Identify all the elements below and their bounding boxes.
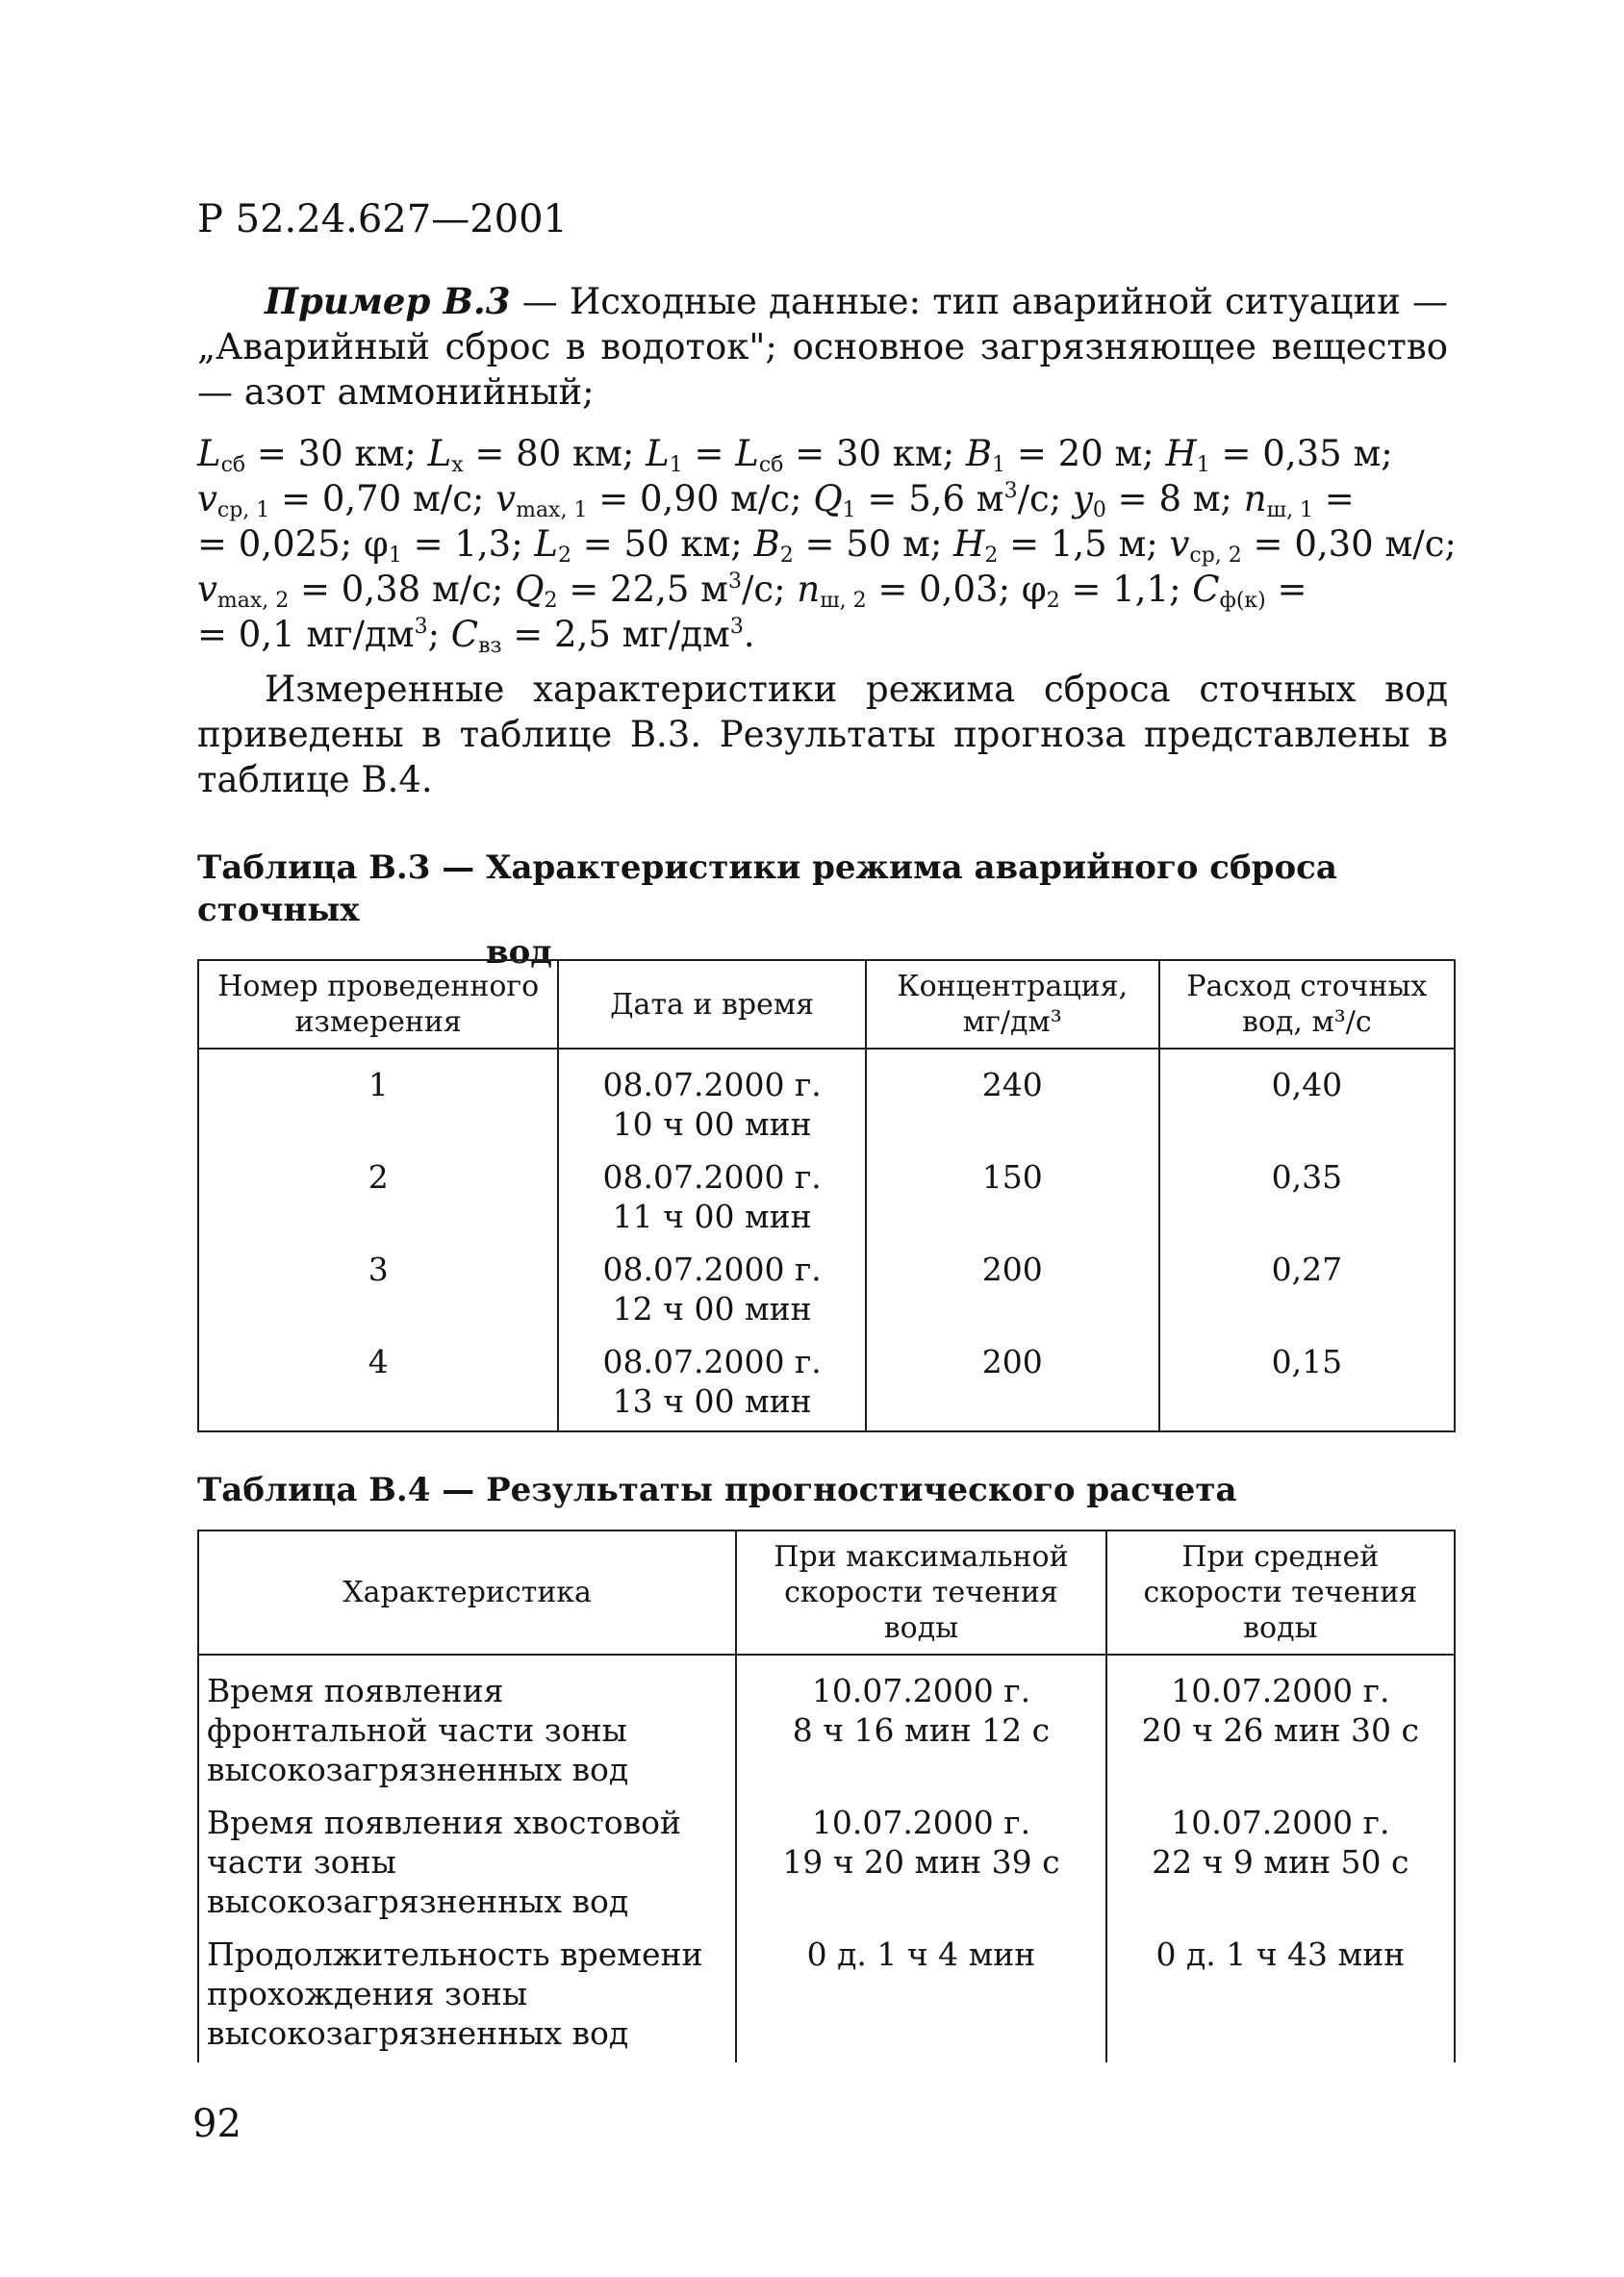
formula-text: /с; bbox=[741, 569, 798, 610]
formula-variable: C bbox=[1192, 569, 1220, 610]
table-row bbox=[198, 1338, 1455, 1431]
formula-text: = 2,5 мг/дм bbox=[501, 614, 730, 655]
average-velocity-cell bbox=[1106, 1931, 1455, 2062]
average-velocity-cell bbox=[1106, 1799, 1455, 1931]
formula-text: ; bbox=[427, 614, 451, 655]
formula-subscript: 1 bbox=[1196, 453, 1210, 477]
measurement-number-cell: 2 bbox=[198, 1153, 558, 1246]
formula-text: = 1,3; bbox=[401, 523, 535, 565]
formula-variable: L bbox=[197, 433, 221, 474]
table-b4-caption: Таблица В.4 — Результаты прогностического расчета bbox=[197, 1471, 1237, 1509]
formula-subscript: 2 bbox=[558, 544, 571, 568]
formula-text: = 0,70 м/с; bbox=[269, 478, 496, 519]
concentration-cell: 240 bbox=[866, 1049, 1159, 1153]
formula-variable: y bbox=[1073, 478, 1093, 519]
formula-subscript: max, 2 bbox=[216, 589, 290, 613]
table-b4 bbox=[197, 1530, 1456, 2062]
formula-text: = 20 м; bbox=[1005, 433, 1166, 474]
formula-subscript: x bbox=[451, 453, 464, 477]
formula-subscript: вз bbox=[478, 634, 502, 658]
formula-subscript: ср, 2 bbox=[1189, 544, 1242, 568]
time-line: 11 ч 00 мин bbox=[612, 1198, 812, 1235]
formula-subscript: 2 bbox=[779, 544, 794, 568]
duration-line: 0 д. 1 ч 43 мин bbox=[1155, 1935, 1406, 1973]
formula-subscript: 2 bbox=[984, 544, 999, 568]
formula-variable: L bbox=[646, 433, 670, 474]
formula-text: = 0,1 мг/дм bbox=[197, 614, 415, 655]
formula-variable: H bbox=[953, 523, 985, 565]
table-row bbox=[198, 1799, 1455, 1931]
concentration-cell: 150 bbox=[866, 1153, 1159, 1246]
table-row bbox=[198, 1049, 1455, 1153]
formula-variable: Q bbox=[813, 478, 843, 519]
formula-variable: H bbox=[1165, 433, 1197, 474]
formula-text: = 1,5 м; bbox=[998, 523, 1170, 565]
formula-subscript: ф(к) bbox=[1219, 589, 1266, 613]
average-velocity-cell bbox=[1106, 1655, 1455, 1799]
measurement-number-cell: 3 bbox=[198, 1246, 558, 1338]
formula-text: = 0,025; φ bbox=[197, 523, 389, 565]
column-header-measurement-number: Номер проведенного измерения bbox=[198, 960, 558, 1049]
date-line: 08.07.2000 г. bbox=[602, 1251, 822, 1288]
formula-variable: v bbox=[495, 478, 517, 519]
formula-text: = 0,38 м/с; bbox=[289, 569, 516, 610]
formula-superscript: 3 bbox=[1003, 479, 1018, 503]
example-label: Пример В.3 bbox=[265, 280, 511, 322]
measurement-number-cell: 4 bbox=[198, 1338, 558, 1431]
table-row bbox=[198, 1655, 1455, 1799]
formula-subscript: 2 bbox=[544, 589, 558, 613]
date-time-cell bbox=[558, 1049, 866, 1153]
formula-text: = 0,35 м; bbox=[1209, 433, 1393, 474]
time-line: 19 ч 20 мин 39 с bbox=[782, 1843, 1060, 1881]
example-paragraph bbox=[197, 279, 1448, 415]
column-header-max-velocity: При максимальной скорости течения воды bbox=[736, 1531, 1105, 1655]
formula-line bbox=[197, 567, 1458, 612]
formula-variable: B bbox=[965, 433, 993, 474]
formula-text: = 8 м; bbox=[1105, 478, 1244, 519]
formula-variable: Q bbox=[515, 569, 545, 610]
date-line: 10.07.2000 г. bbox=[1171, 1804, 1390, 1841]
formula-line bbox=[197, 431, 1458, 476]
time-line: 12 ч 00 мин bbox=[612, 1290, 812, 1328]
formula-variable: L bbox=[735, 433, 759, 474]
formula-text: . bbox=[743, 614, 755, 655]
formula-superscript: 3 bbox=[414, 615, 428, 639]
formula-variable: v bbox=[197, 569, 217, 610]
characteristic-cell: Продолжительность времени прохождения зоны высокозагрязненных вод bbox=[198, 1931, 736, 2062]
formula-text: = 22,5 м bbox=[557, 569, 728, 610]
formula-text: = 0,90 м/с; bbox=[587, 478, 814, 519]
duration-line: 0 д. 1 ч 4 мин bbox=[806, 1935, 1036, 1973]
initial-data-formula bbox=[197, 431, 1458, 657]
formula-variable: C bbox=[450, 614, 479, 655]
flow-cell: 0,40 bbox=[1159, 1049, 1455, 1153]
formula-variable: n bbox=[797, 569, 821, 610]
column-header-wastewater-flow: Расход сточных вод, м³/с bbox=[1159, 960, 1455, 1049]
column-header-average-velocity: При средней скорости течения воды bbox=[1106, 1531, 1455, 1655]
characteristic-cell: Время появления фронтальной части зоны высокозагрязненных вод bbox=[198, 1655, 736, 1799]
formula-subscript: 1 bbox=[992, 453, 1006, 477]
table-row bbox=[198, 1931, 1455, 2062]
date-line: 08.07.2000 г. bbox=[602, 1343, 822, 1380]
date-time-cell bbox=[558, 1153, 866, 1246]
formula-subscript: 1 bbox=[669, 453, 683, 477]
formula-variable: L bbox=[534, 523, 558, 565]
formula-subscript: ш, 1 bbox=[1266, 498, 1314, 522]
formula-text: = 1,1; bbox=[1059, 569, 1193, 610]
formula-variable: v bbox=[197, 478, 217, 519]
formula-text: = 30 км; bbox=[783, 433, 966, 474]
flow-cell: 0,15 bbox=[1159, 1338, 1455, 1431]
formula-variable: B bbox=[753, 523, 780, 565]
characteristic-cell: Время появления хвостовой части зоны высокозагрязненных вод bbox=[198, 1799, 736, 1931]
time-line: 20 ч 26 мин 30 с bbox=[1141, 1711, 1420, 1749]
date-time-cell bbox=[558, 1246, 866, 1338]
table-row bbox=[198, 1153, 1455, 1246]
formula-subscript: max, 1 bbox=[516, 498, 588, 522]
column-header-date-time: Дата и время bbox=[558, 960, 866, 1049]
table-b3-caption-line1: Таблица В.3 — Характеристики режима аварийного сброса сточных bbox=[197, 848, 1337, 929]
formula-line bbox=[197, 476, 1458, 521]
date-line: 08.07.2000 г. bbox=[602, 1158, 822, 1196]
formula-line bbox=[197, 521, 1458, 567]
formula-text: = bbox=[1313, 478, 1355, 519]
table-row bbox=[198, 1246, 1455, 1338]
formula-line bbox=[197, 612, 1458, 657]
table-b3-caption bbox=[197, 847, 1458, 974]
formula-subscript: сб bbox=[758, 453, 784, 477]
document-code: Р 52.24.627—2001 bbox=[197, 197, 568, 241]
table-b3 bbox=[197, 959, 1456, 1432]
formula-text: = 5,6 м bbox=[855, 478, 1004, 519]
max-velocity-cell bbox=[736, 1799, 1105, 1931]
formula-subscript: сб bbox=[220, 453, 246, 477]
date-line: 10.07.2000 г. bbox=[1171, 1672, 1390, 1709]
formula-subscript: 2 bbox=[1046, 589, 1060, 613]
table-b3-caption-line2: вод bbox=[486, 933, 552, 972]
time-line: 8 ч 16 мин 12 с bbox=[792, 1711, 1051, 1749]
date-time-cell bbox=[558, 1338, 866, 1431]
formula-text: = 0,30 м/с; bbox=[1241, 523, 1457, 565]
formula-subscript: ш, 2 bbox=[820, 589, 867, 613]
measured-characteristics-paragraph bbox=[197, 667, 1448, 802]
time-line: 10 ч 00 мин bbox=[612, 1105, 812, 1143]
formula-text: = 80 км; bbox=[463, 433, 647, 474]
page-number: 92 bbox=[192, 2102, 241, 2146]
formula-text: = bbox=[1265, 569, 1307, 610]
formula-text: = 0,03; φ bbox=[866, 569, 1047, 610]
formula-variable: n bbox=[1243, 478, 1267, 519]
formula-subscript: 1 bbox=[388, 544, 402, 568]
date-line: 10.07.2000 г. bbox=[811, 1804, 1031, 1841]
formula-text: = 50 км; bbox=[571, 523, 754, 565]
formula-text: /с; bbox=[1017, 478, 1074, 519]
formula-subscript: ср, 1 bbox=[216, 498, 270, 522]
formula-superscript: 3 bbox=[727, 569, 742, 594]
example-text: — Исходные данные: тип аварийной ситуации — „Аварийный сброс в водоток"; основное загрязняющее вещество — азот аммонийный; bbox=[197, 281, 1448, 413]
time-line: 13 ч 00 мин bbox=[612, 1382, 812, 1420]
formula-subscript: 0 bbox=[1092, 498, 1106, 522]
measurement-number-cell: 1 bbox=[198, 1049, 558, 1153]
time-line: 22 ч 9 мин 50 с bbox=[1152, 1843, 1409, 1881]
max-velocity-cell bbox=[736, 1655, 1105, 1799]
formula-text: = 50 м; bbox=[793, 523, 954, 565]
measured-characteristics-text: Измеренные характеристики режима сброса сточных вод приведены в таблице В.3. Результаты прогноза представлены в таблице В.4. bbox=[197, 669, 1448, 800]
formula-text: = 30 км; bbox=[245, 433, 428, 474]
column-header-concentration: Концентрация, мг/дм³ bbox=[866, 960, 1159, 1049]
table-b3-header-row bbox=[198, 960, 1455, 1049]
max-velocity-cell bbox=[736, 1931, 1105, 2062]
formula-superscript: 3 bbox=[729, 615, 744, 639]
date-line: 10.07.2000 г. bbox=[811, 1672, 1031, 1709]
formula-variable: v bbox=[1169, 523, 1190, 565]
formula-subscript: 1 bbox=[842, 498, 856, 522]
date-line: 08.07.2000 г. bbox=[602, 1066, 822, 1103]
concentration-cell: 200 bbox=[866, 1338, 1159, 1431]
flow-cell: 0,35 bbox=[1159, 1153, 1455, 1246]
formula-variable: L bbox=[427, 433, 452, 474]
table-b4-header-row bbox=[198, 1531, 1455, 1655]
concentration-cell: 200 bbox=[866, 1246, 1159, 1338]
flow-cell: 0,27 bbox=[1159, 1246, 1455, 1338]
formula-text: = bbox=[682, 433, 736, 474]
column-header-characteristic: Характеристика bbox=[198, 1531, 736, 1655]
